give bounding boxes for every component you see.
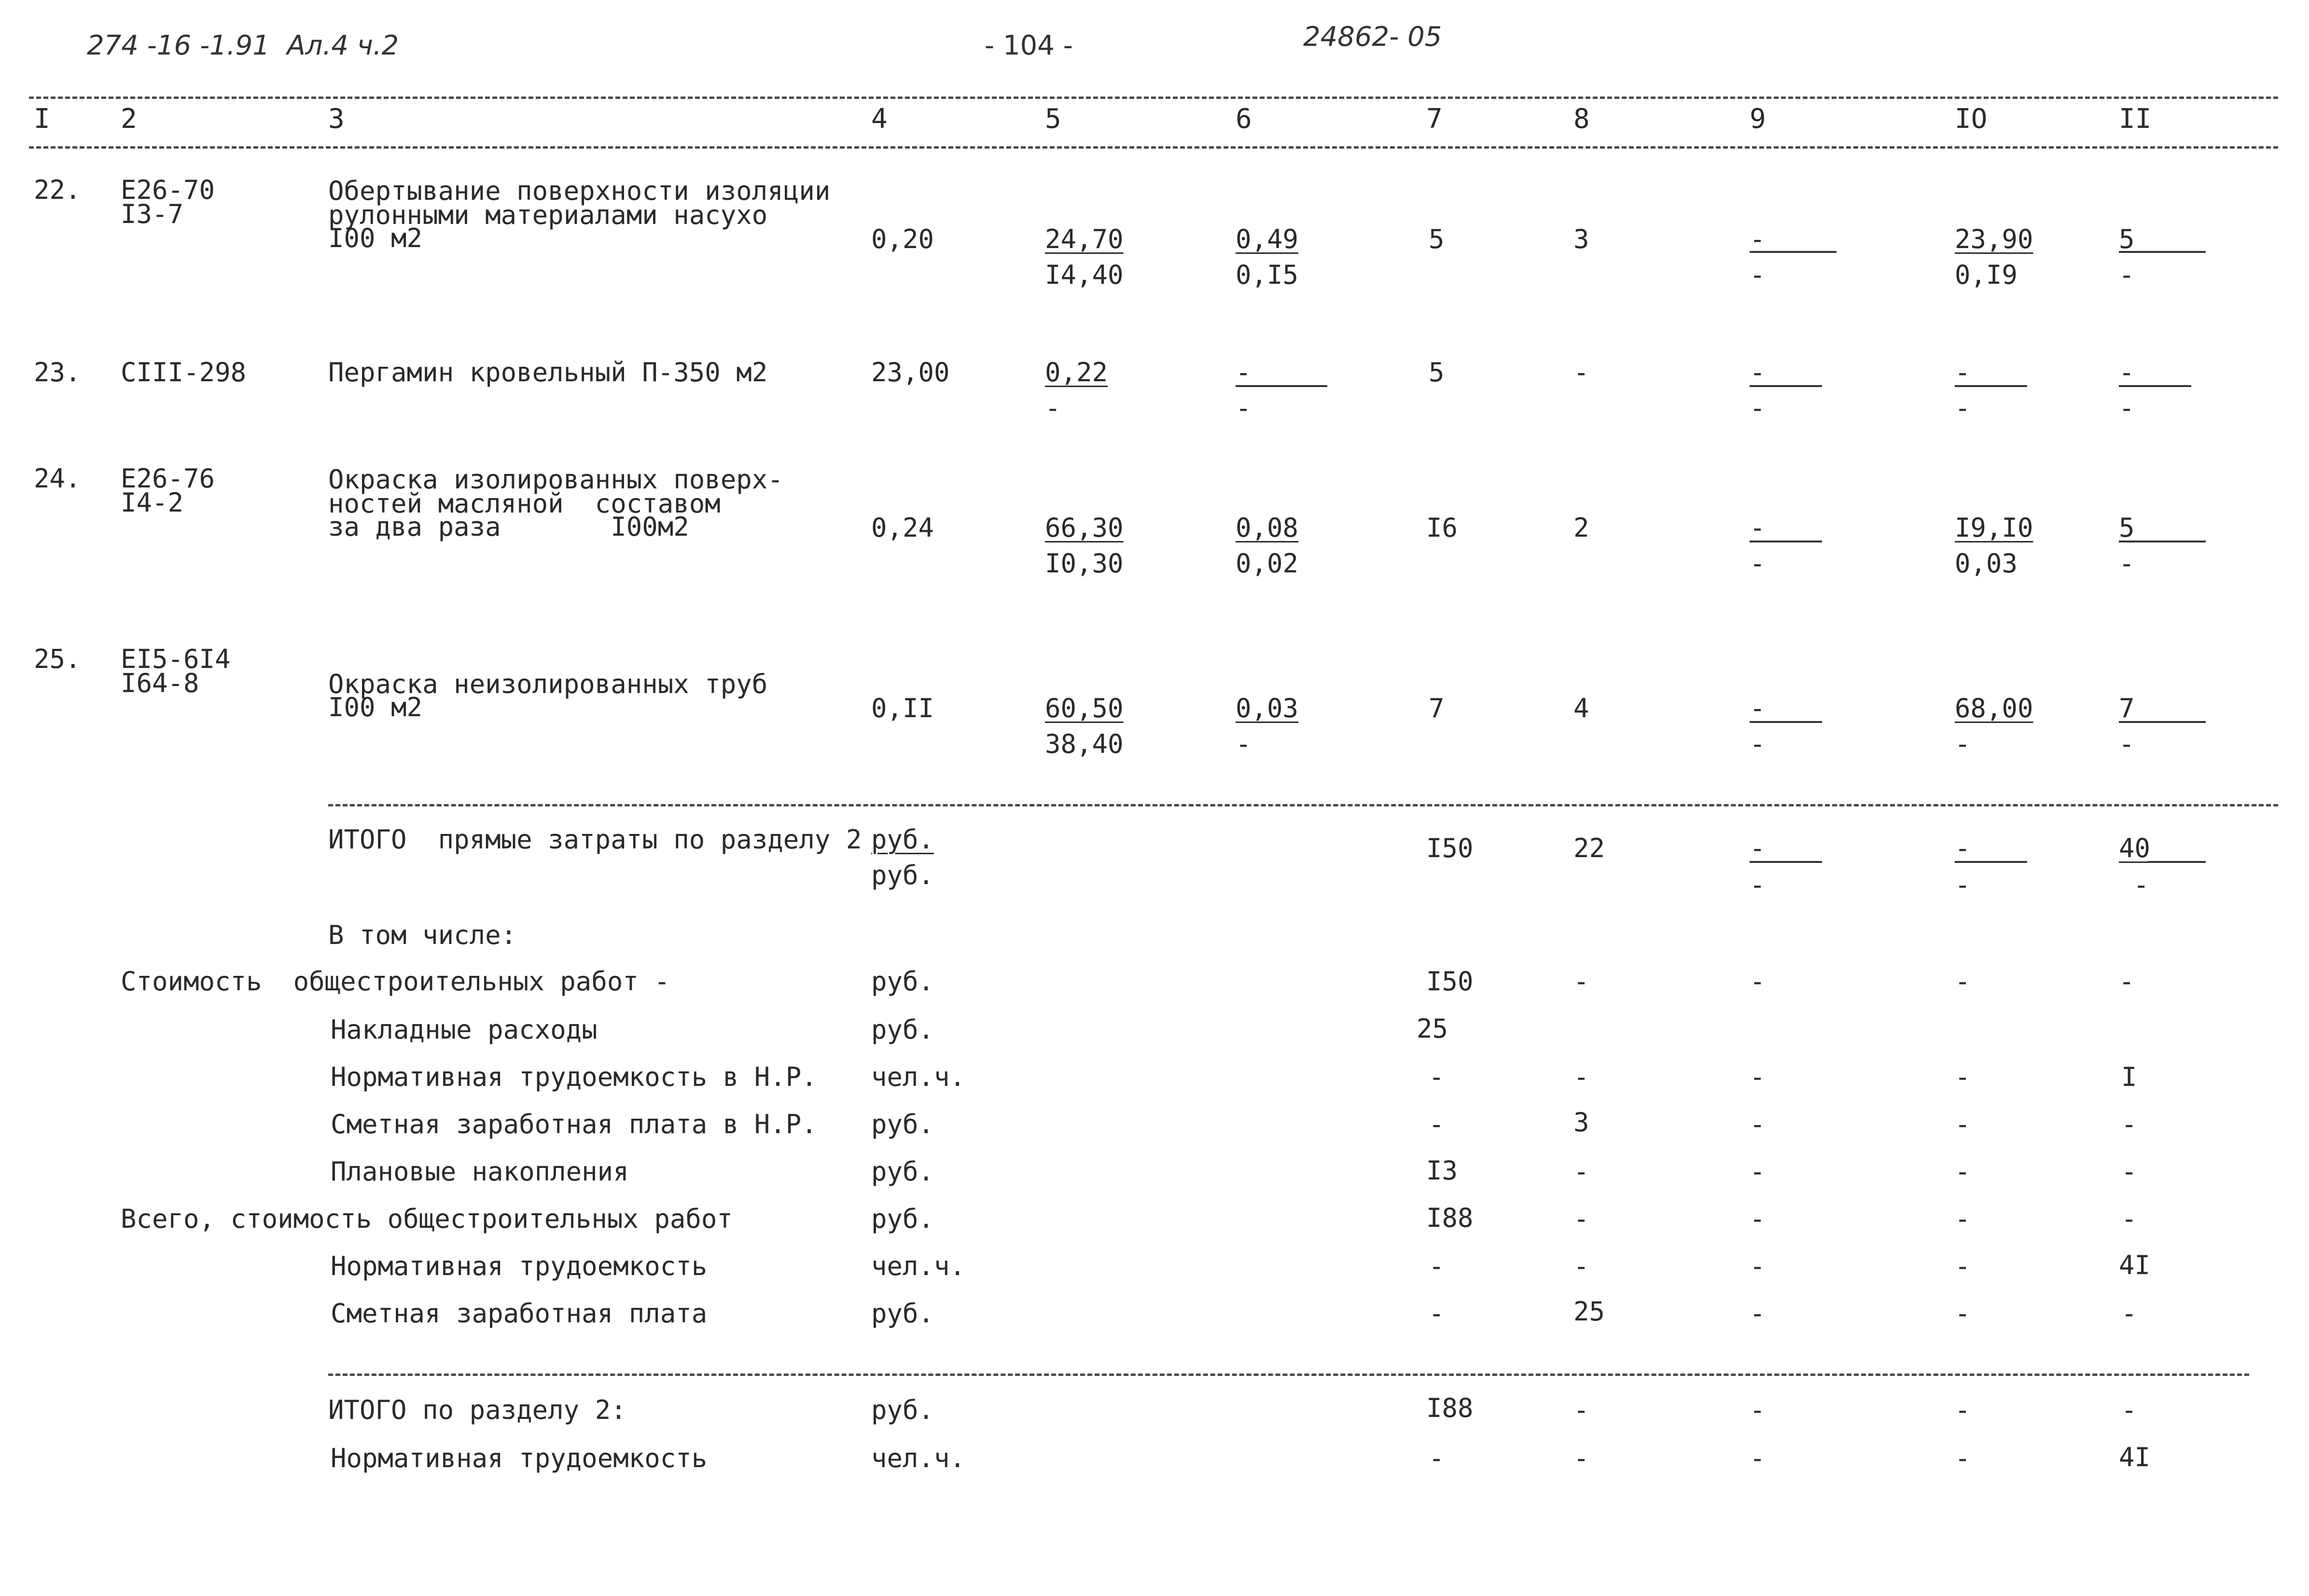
summary-c7: I50: [1426, 966, 1474, 997]
summary-c11: -: [2121, 1109, 2137, 1139]
col-header-7: 7: [1426, 103, 1443, 135]
labor-unit: 68,00: [1955, 693, 2033, 723]
labor-total: 7: [2119, 693, 2135, 723]
header-bottom-rule: [29, 146, 2278, 149]
underline: [1750, 541, 1822, 542]
rate-code: E26-76: [121, 463, 215, 494]
summary-unit: руб.: [871, 1109, 934, 1139]
work-description: рулонными материалами насухо: [328, 200, 768, 230]
labor-machine: -: [1955, 393, 1971, 423]
summary-c9: -: [1750, 1156, 1766, 1187]
summary-unit: руб.: [871, 966, 934, 997]
quantity: 0,24: [871, 513, 934, 543]
summary-c9: -: [1750, 1062, 1766, 1092]
underline: [1750, 251, 1836, 253]
final-unit: руб.: [871, 1395, 934, 1425]
labor-total-bottom: -: [2133, 870, 2149, 900]
underline: [2119, 541, 2206, 542]
rate-code: CIII-298: [121, 357, 247, 388]
summary-unit: руб.: [871, 1204, 934, 1234]
work-description: ностей масляной составом: [328, 488, 721, 519]
rate-code: I4-2: [121, 487, 184, 518]
underline: [1750, 721, 1822, 723]
work-description: Окраска неизолированных труб: [328, 669, 768, 699]
machine-cost: 0,49: [1236, 224, 1299, 254]
total-cost: 5: [1429, 357, 1445, 388]
machine-cost: 0,03: [1236, 693, 1299, 723]
summary-c10: -: [1955, 1251, 1971, 1281]
underline: [1955, 385, 2027, 387]
labor-machine: 0,03: [1955, 548, 2018, 579]
wage-total: 2: [1573, 513, 1589, 543]
wage-total: 22: [1573, 833, 1605, 863]
summary-c9: -: [1750, 1204, 1766, 1234]
labor-machine: -: [1955, 870, 1971, 900]
summary-c8: 25: [1573, 1296, 1605, 1327]
col9-bottom: -: [1750, 393, 1766, 423]
unit-cost: 24,70: [1045, 224, 1124, 254]
labor-unit: -: [1955, 833, 1971, 863]
machine-wage: 0,I5: [1236, 260, 1299, 290]
unit-cost: 60,50: [1045, 693, 1124, 723]
total-cost: 5: [1429, 224, 1445, 254]
summary-label: Нормативная трудоемкость в Н.Р.: [331, 1062, 817, 1092]
summary-c11: -: [2121, 1298, 2137, 1329]
col-header-6: 6: [1236, 103, 1252, 135]
summary-c10: -: [1955, 1204, 1971, 1234]
summary-c10: -: [1955, 966, 1971, 997]
final-c11: 4I: [2119, 1442, 2151, 1472]
rate-code: E26-70: [121, 175, 215, 205]
unit-cost: 0,22: [1045, 357, 1108, 388]
summary-c7: 25: [1417, 1013, 1448, 1044]
summary-c7: -: [1429, 1109, 1445, 1139]
col9-top: -: [1750, 513, 1766, 543]
summary-c11: -: [2119, 966, 2135, 997]
total-cost: 7: [1429, 693, 1445, 723]
labor-total: -: [2119, 357, 2135, 388]
col9-top: -: [1750, 224, 1766, 254]
summary-c8: -: [1573, 1251, 1589, 1281]
summary-c7: I88: [1426, 1203, 1474, 1233]
col-header-1: I: [34, 103, 50, 135]
row-number: 24.: [34, 463, 81, 494]
final-c10: -: [1955, 1395, 1971, 1425]
col9-bottom: -: [1750, 729, 1766, 759]
summary-c8: -: [1573, 1062, 1589, 1092]
machine-wage: 0,02: [1236, 548, 1299, 579]
work-description: I00 м2: [328, 692, 423, 722]
unit-wage: I4,40: [1045, 260, 1124, 290]
unit-wage: -: [1045, 393, 1061, 423]
labor-total: 5: [2119, 513, 2135, 543]
underline: [2148, 861, 2206, 863]
final-c7: -: [1429, 1443, 1445, 1473]
summary-c8: -: [1573, 1156, 1589, 1187]
labor-total-bottom: -: [2119, 729, 2135, 759]
underline: [2119, 251, 2206, 253]
labor-total-bottom: -: [2119, 260, 2135, 290]
col-header-10: IO: [1955, 103, 1988, 135]
final-c8: -: [1573, 1443, 1589, 1473]
machine-wage: -: [1236, 393, 1252, 423]
summary-c7: -: [1429, 1251, 1445, 1281]
summary-label: Нормативная трудоемкость: [331, 1251, 708, 1281]
work-description: Окраска изолированных поверх-: [328, 464, 783, 495]
row-number: 23.: [34, 357, 81, 388]
work-description: за два раза I00м2: [328, 512, 689, 542]
col9-top: -: [1750, 357, 1766, 388]
col9-bottom: -: [1750, 548, 1766, 579]
summary-label: Сметная заработная плата в Н.Р.: [331, 1109, 817, 1139]
wage-total: 4: [1573, 693, 1589, 723]
underline: [2119, 721, 2206, 723]
machine-wage: -: [1236, 729, 1252, 759]
summary-c10: -: [1955, 1109, 1971, 1139]
final-label: Нормативная трудоемкость: [331, 1443, 708, 1473]
summary-label: Всего, стоимость общестроительных работ: [121, 1204, 733, 1234]
labor-machine: -: [1955, 729, 1971, 759]
summary-unit: чел.ч.: [871, 1062, 966, 1092]
rate-code: I3-7: [121, 199, 184, 229]
labor-total: 40: [2119, 833, 2151, 863]
summary-c8: 3: [1573, 1107, 1589, 1138]
final-c7: I88: [1426, 1393, 1474, 1423]
total-unit: руб.: [871, 860, 934, 890]
quantity: 23,00: [871, 357, 950, 388]
summary-unit: чел.ч.: [871, 1251, 966, 1281]
machine-cost: 0,08: [1236, 513, 1299, 543]
summary-c9: -: [1750, 1109, 1766, 1139]
summary-c11: 4I: [2119, 1250, 2151, 1280]
col-header-2: 2: [121, 103, 137, 135]
summary-c7: -: [1429, 1298, 1445, 1329]
summary-c10: -: [1955, 1298, 1971, 1329]
final-c9: -: [1750, 1443, 1766, 1473]
summary-c9: -: [1750, 1298, 1766, 1329]
summary-c11: I: [2121, 1062, 2137, 1092]
final-total-rule: [328, 1374, 2249, 1376]
col-header-4: 4: [871, 103, 888, 135]
summary-c8: -: [1573, 966, 1589, 997]
final-c8: -: [1573, 1395, 1589, 1425]
summary-label: Плановые накопления: [331, 1156, 629, 1187]
col-header-5: 5: [1045, 103, 1061, 135]
underline: [2119, 385, 2191, 387]
section-total-rule: [328, 804, 2278, 806]
row-number: 25.: [34, 644, 81, 674]
col-header-9: 9: [1750, 103, 1766, 135]
final-label: ИТОГО по разделу 2:: [328, 1395, 626, 1425]
col9-top: -: [1750, 833, 1766, 863]
summary-c10: -: [1955, 1156, 1971, 1187]
final-c10: -: [1955, 1443, 1971, 1473]
rate-code: EI5-6I4: [121, 644, 231, 674]
summary-c7: -: [1429, 1062, 1445, 1092]
including-label: В том числе:: [328, 920, 517, 950]
col9-bottom: -: [1750, 260, 1766, 290]
col-header-8: 8: [1573, 103, 1590, 135]
unit-cost: 66,30: [1045, 513, 1124, 543]
labor-unit: 23,90: [1955, 224, 2033, 254]
summary-c8: -: [1573, 1204, 1589, 1234]
labor-total-bottom: -: [2119, 548, 2135, 579]
page-number: - 104 -: [985, 30, 1073, 61]
col9-top: -: [1750, 693, 1766, 723]
summary-label: Сметная заработная плата: [331, 1298, 708, 1329]
row-number: 22.: [34, 175, 81, 205]
rate-code: I64-8: [121, 668, 199, 698]
labor-unit: I9,I0: [1955, 513, 2033, 543]
underline: [1750, 861, 1822, 863]
summary-unit: руб.: [871, 1014, 934, 1045]
quantity: 0,II: [871, 693, 934, 723]
summary-c9: -: [1750, 1251, 1766, 1281]
col9-bottom: -: [1750, 870, 1766, 900]
summary-c9: -: [1750, 966, 1766, 997]
header-top-rule: [29, 97, 2278, 99]
labor-machine: 0,I9: [1955, 260, 2018, 290]
total-unit: руб.: [871, 824, 934, 855]
final-c9: -: [1750, 1395, 1766, 1425]
unit-wage: 38,40: [1045, 729, 1124, 759]
underline: [1236, 385, 1327, 387]
machine-cost: -: [1236, 357, 1252, 388]
labor-unit: -: [1955, 357, 1971, 388]
final-unit: чел.ч.: [871, 1443, 966, 1473]
underline: [1750, 385, 1822, 387]
summary-c7: I3: [1426, 1155, 1458, 1186]
work-description: Обертывание поверхности изоляции: [328, 176, 831, 206]
col-header-11: II: [2119, 103, 2152, 135]
total-cost: I50: [1426, 833, 1474, 863]
left-handwritten-note: 274 -16 -1.91 Ал.4 ч.2: [87, 30, 399, 61]
summary-unit: руб.: [871, 1298, 934, 1329]
work-description: I00 м2: [328, 223, 423, 253]
total-label: ИТОГО прямые затраты по разделу 2: [328, 824, 862, 855]
summary-c11: -: [2121, 1156, 2137, 1187]
wage-total: -: [1573, 357, 1589, 388]
summary-c10: -: [1955, 1062, 1971, 1092]
summary-unit: руб.: [871, 1156, 934, 1187]
summary-c11: -: [2121, 1204, 2137, 1234]
final-c11: -: [2121, 1395, 2137, 1425]
wage-total: 3: [1573, 224, 1589, 254]
underline: [1955, 861, 2027, 863]
col-header-3: 3: [328, 103, 345, 135]
labor-total-bottom: -: [2119, 393, 2135, 423]
summary-label: Стоимость общестроительных работ -: [121, 966, 670, 997]
labor-total: 5: [2119, 224, 2135, 254]
work-description: Пергамин кровельный П-350 м2: [328, 357, 768, 388]
unit-wage: I0,30: [1045, 548, 1124, 579]
total-cost: I6: [1426, 513, 1458, 543]
summary-label: Накладные расходы: [331, 1014, 598, 1045]
quantity: 0,20: [871, 224, 934, 254]
document-number: 24862- 05: [1303, 21, 1442, 53]
